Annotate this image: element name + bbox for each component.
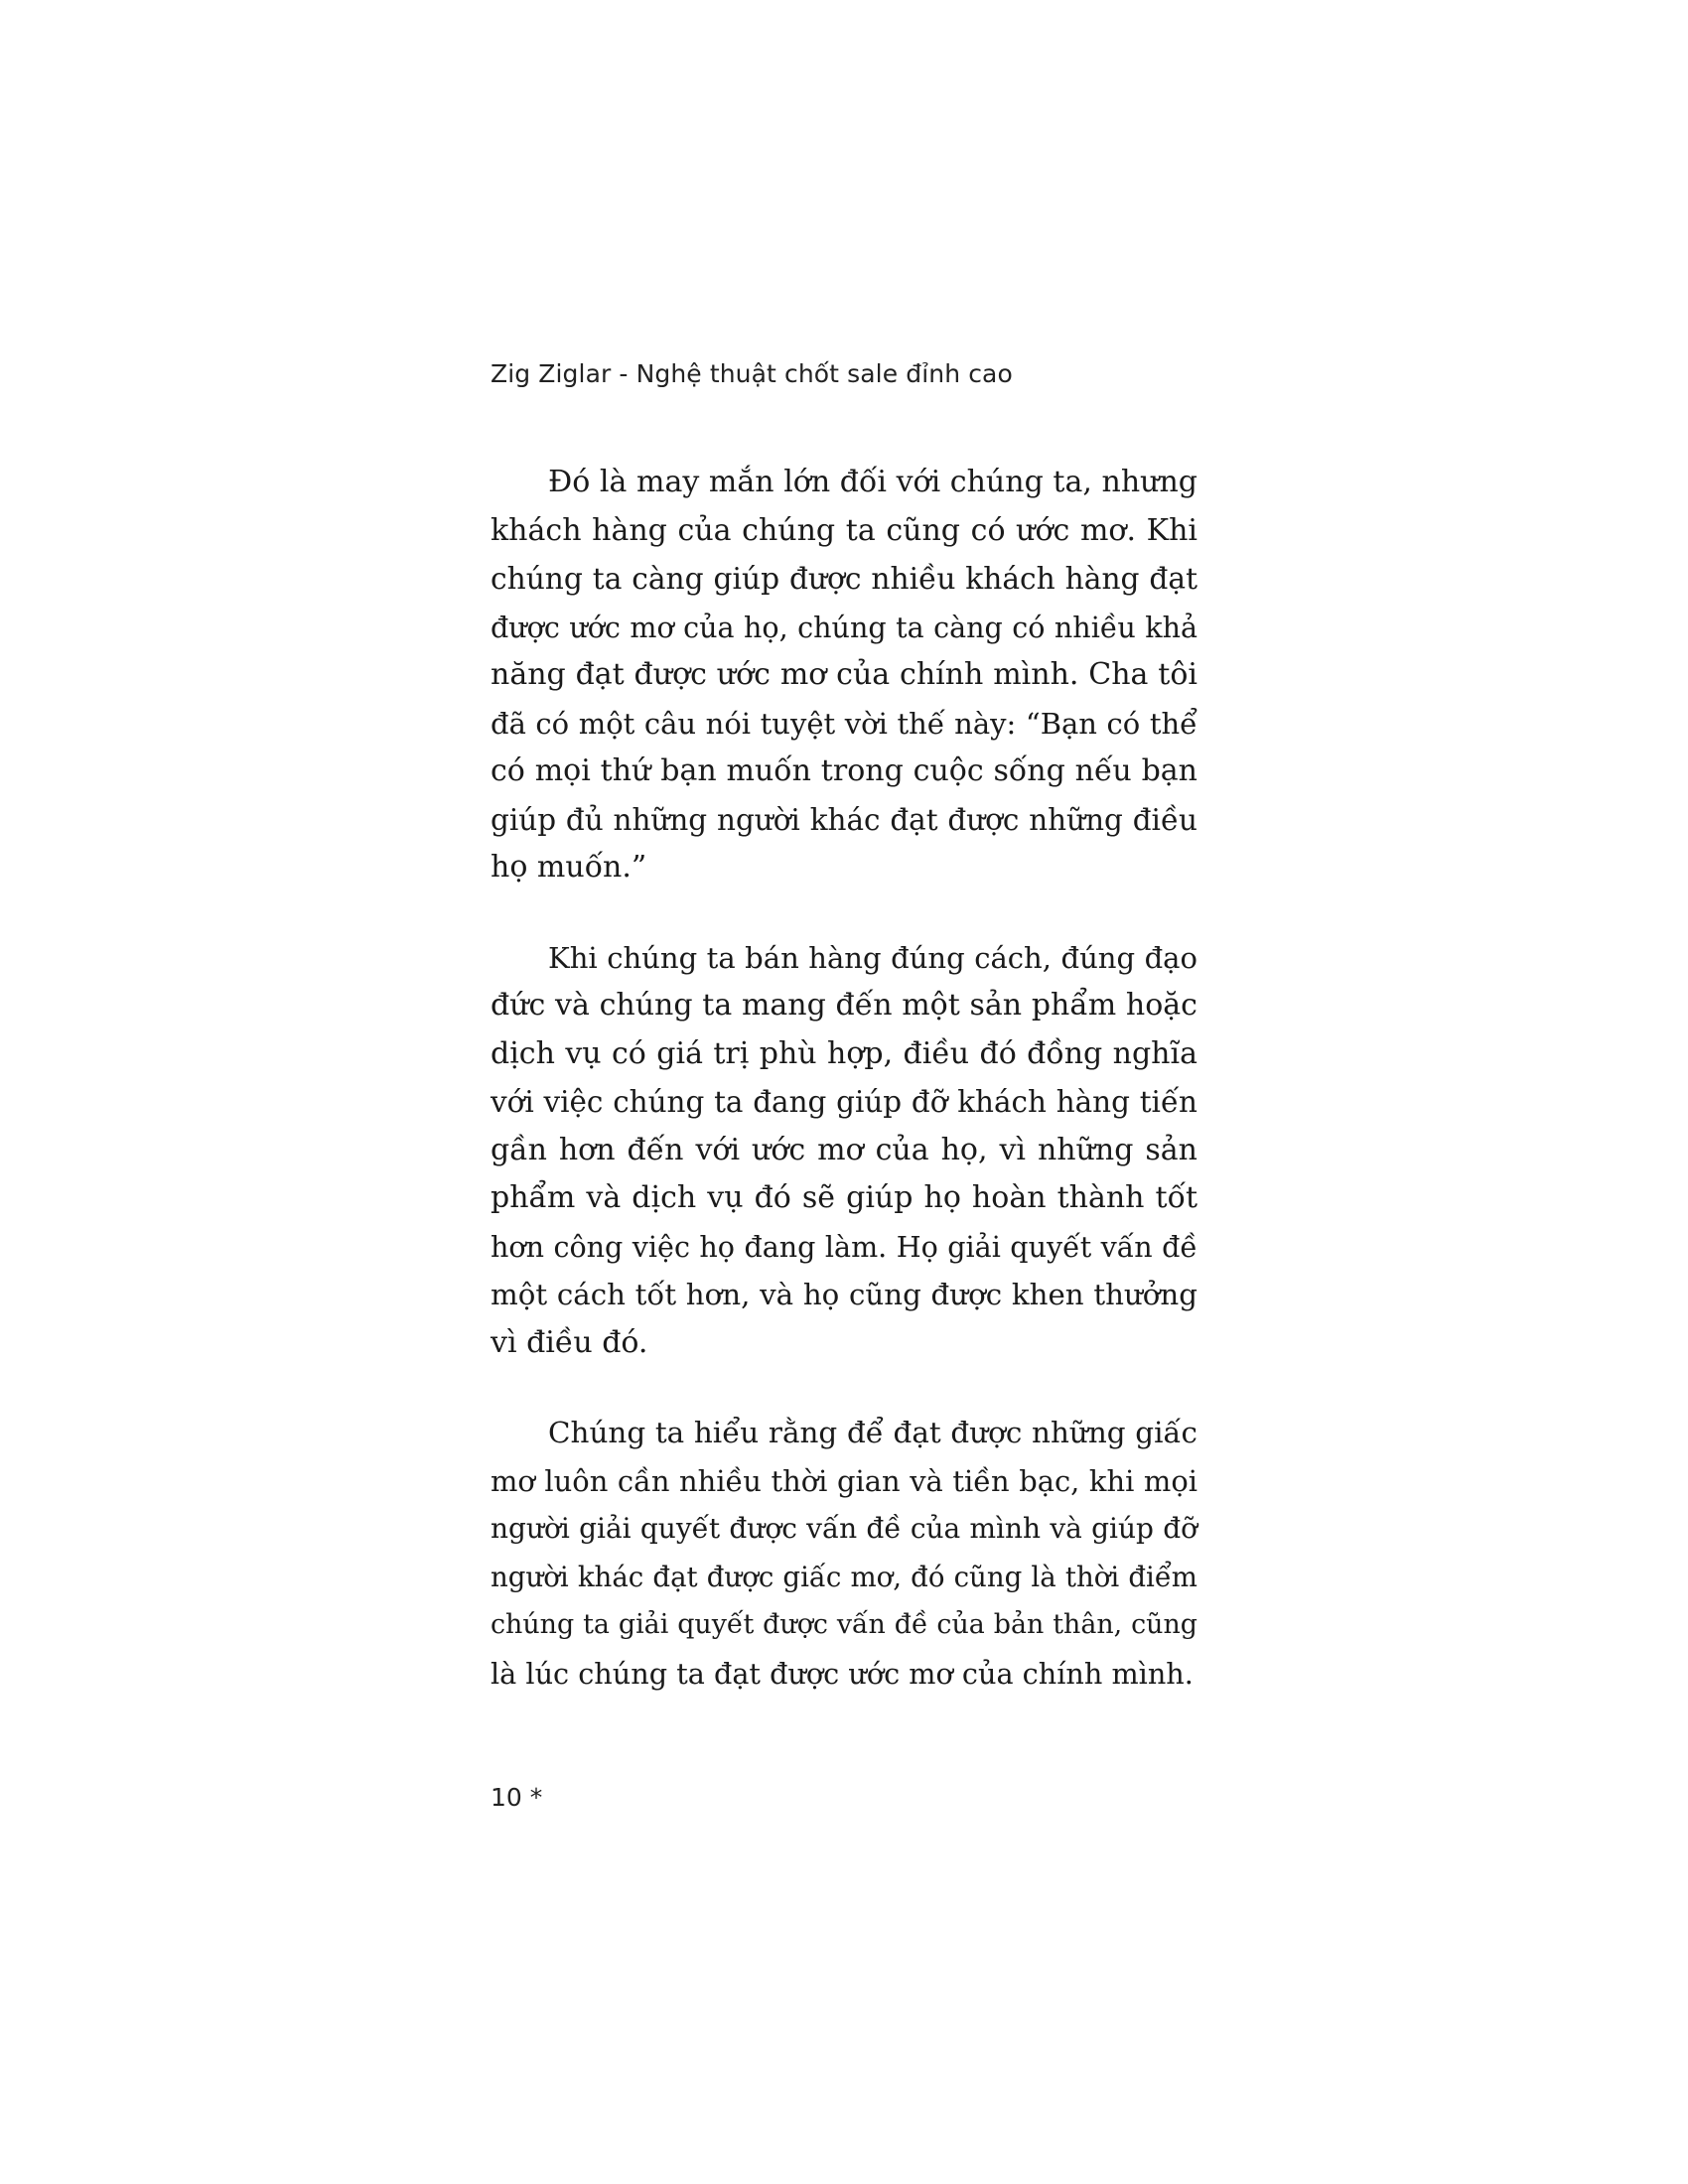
text-line: gần hơn đến với ước mơ của họ, vì những sản: [491, 1132, 1197, 1167]
text-line: có mọi thứ bạn muốn trong cuộc sống nếu bạn: [491, 753, 1197, 788]
text-line: là lúc chúng ta đạt được ước mơ của chính mình.: [491, 1656, 1194, 1691]
text-line: với việc chúng ta đang giúp đỡ khách hàng tiến: [491, 1085, 1197, 1119]
text-line: Khi chúng ta bán hàng đúng cách, đúng đạo: [548, 940, 1197, 975]
paragraph-3: [491, 1409, 1197, 1698]
text-line: người khác đạt được giấc mơ, đó cũng là thời điểm: [491, 1560, 1197, 1593]
text-line: mơ luôn cần nhiều thời gian và tiền bạc, khi mọi: [491, 1463, 1197, 1498]
text-line: vì điều đó.: [491, 1324, 648, 1360]
text-line: Chúng ta hiểu rằng để đạt được những giấc: [548, 1416, 1197, 1449]
text-line: năng đạt được ước mơ của chính mình. Cha tôi: [491, 657, 1197, 692]
page-number: 10: [491, 1783, 522, 1812]
page-footer: [491, 1783, 542, 1812]
text-line: được ước mơ của họ, chúng ta càng có nhiều khả: [491, 610, 1197, 644]
footer-ornament: *: [529, 1783, 543, 1812]
text-line: chúng ta giải quyết được vấn đề của bản thân, cũng: [491, 1609, 1197, 1640]
text-line: hơn công việc họ đang làm. Họ giải quyết vấn đề: [491, 1229, 1197, 1264]
text-line: đức và chúng ta mang đến một sản phẩm hoặc: [491, 988, 1197, 1023]
text-line: khách hàng của chúng ta cũng có ước mơ. Khi: [491, 512, 1197, 548]
running-header: [491, 359, 1013, 388]
running-title: Zig Ziglar - Nghệ thuật chốt sale đỉnh cao: [491, 359, 1013, 388]
paragraph-2: [491, 934, 1197, 1368]
text-line: người giải quyết được vấn đề của mình và giúp đỡ: [491, 1512, 1197, 1545]
text-line: đã có một câu nói tuyệt vời thế này: “Bạn có thể: [491, 706, 1197, 741]
text-line: Đó là may mắn lớn đối với chúng ta, nhưng: [548, 465, 1197, 499]
paragraph-1: [491, 459, 1197, 892]
body-text: [491, 459, 1197, 1698]
text-line: một cách tốt hơn, và họ cũng được khen thưởng: [491, 1278, 1197, 1311]
text-line: giúp đủ những người khác đạt được những điều: [491, 802, 1197, 837]
text-line: họ muốn.”: [491, 850, 647, 885]
text-line: chúng ta càng giúp được nhiều khách hàng đạt: [491, 561, 1197, 596]
text-line: dịch vụ có giá trị phù hợp, điều đó đồng nghĩa: [491, 1035, 1197, 1071]
text-line: phẩm và dịch vụ đó sẽ giúp họ hoàn thành tốt: [491, 1180, 1197, 1215]
